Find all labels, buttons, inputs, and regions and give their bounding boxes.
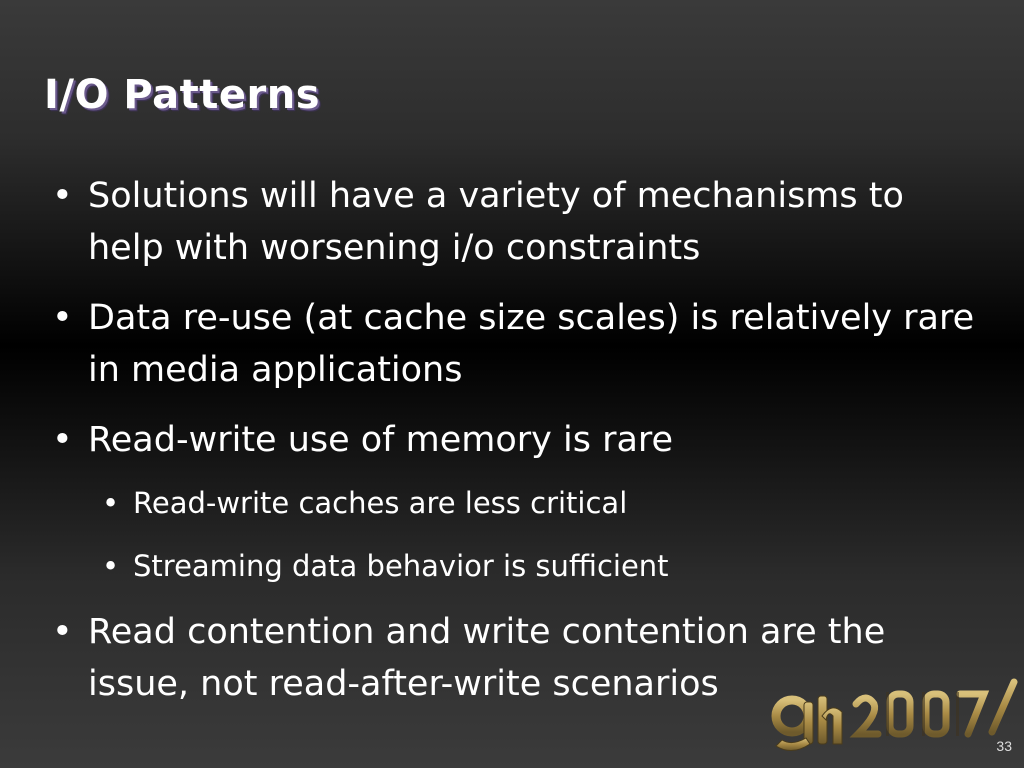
- sub-bullet-text: Streaming data behavior is sufficient: [133, 549, 669, 583]
- slide-title: I/O Patterns: [44, 72, 321, 118]
- bullet-item: [52, 170, 982, 274]
- sub-bullet-text: Read-write caches are less critical: [133, 486, 628, 520]
- sub-bullet-item: [102, 546, 902, 586]
- bullet-item: [52, 292, 982, 396]
- bullet-dot-icon: •: [52, 176, 73, 216]
- gh-2007-logo-icon: [770, 672, 1024, 756]
- sub-bullet-item: [102, 483, 902, 523]
- bullet-text: Data re-use (at cache size scales) is relatively rare in media applications: [88, 298, 975, 390]
- bullet-text: Solutions will have a variety of mechanisms to help with worsening i/o constraints: [88, 176, 904, 268]
- bullet-text: Read contention and write contention are the issue, not read-after-write scenarios: [88, 612, 886, 704]
- bullet-dot-icon: •: [52, 612, 73, 652]
- page-number: 33: [996, 738, 1012, 754]
- bullet-dot-icon: •: [52, 298, 73, 338]
- bullet-dot-icon: •: [52, 420, 73, 460]
- bullet-item: [52, 414, 982, 466]
- bullet-text: Read-write use of memory is rare: [88, 420, 674, 460]
- bullet-dot-icon: •: [102, 549, 120, 583]
- bullet-dot-icon: •: [102, 486, 120, 520]
